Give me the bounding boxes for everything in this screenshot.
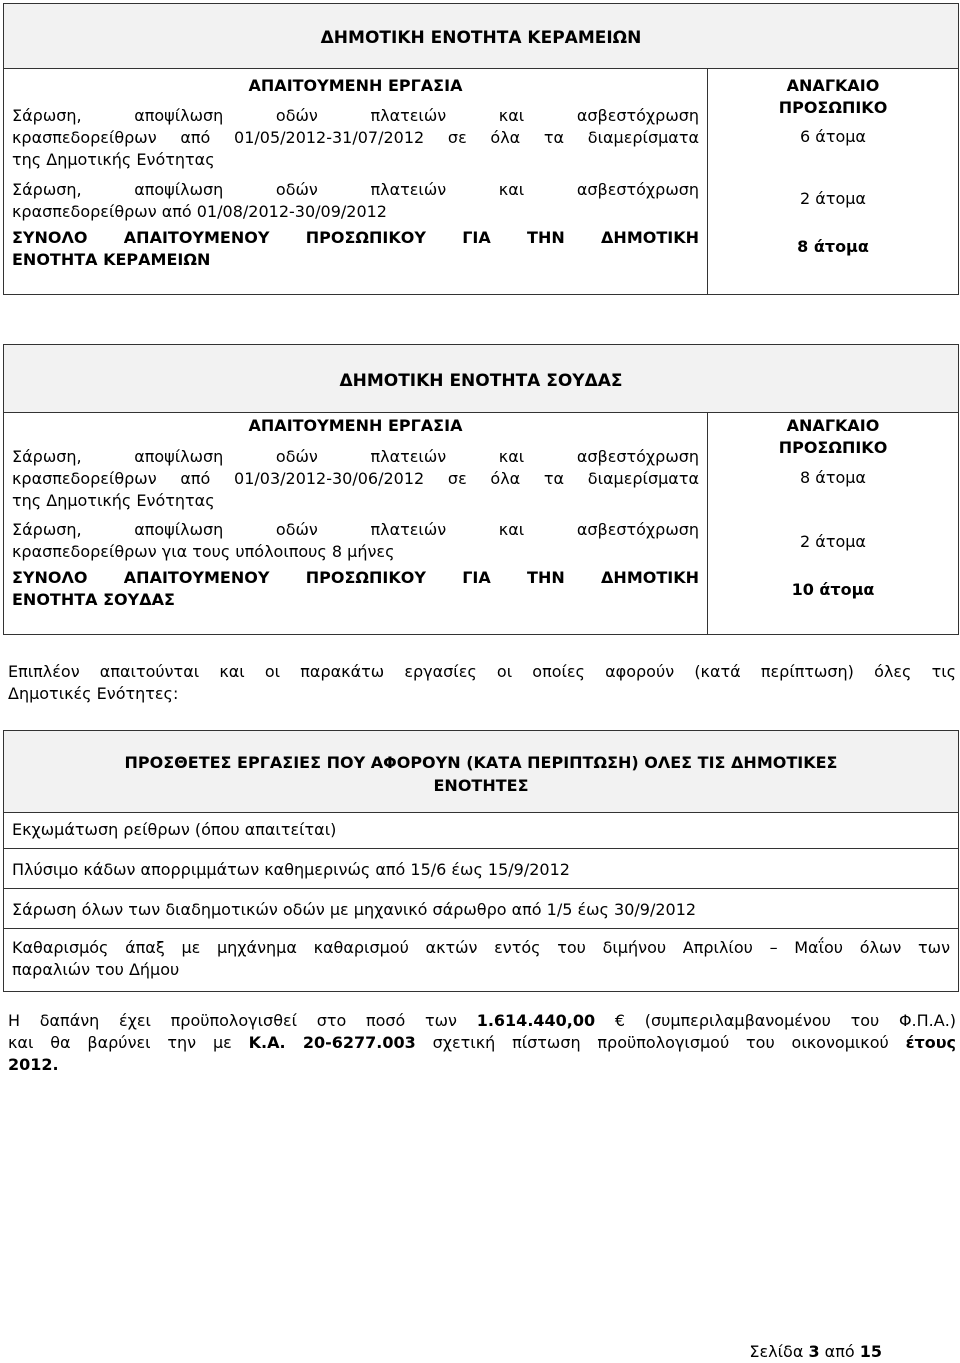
total-row	[12, 227, 699, 271]
row-divider	[4, 888, 958, 889]
row-text: κρασπεδορείθρων για τους υπόλοιπους 8 μήνες	[12, 542, 395, 561]
euro-symbol: €	[614, 1011, 626, 1030]
budget-amount: 1.614.440,00	[476, 1011, 596, 1030]
item-text: παραλιών του Δήμου	[12, 960, 180, 979]
row-text: Σάρωση, αποψίλωση οδών πλατειών και ασβεστόχρωση	[12, 447, 699, 466]
footer-text: Σελίδα	[749, 1342, 809, 1361]
additional-works-title	[4, 731, 958, 813]
work-header: ΑΠΑΙΤΟΥΜΕΝΗ ΕΡΓΑΣΙΑ	[248, 416, 463, 435]
row-text: κρασπεδορείθρων από 01/03/2012-30/06/2012 σε όλα τα διαμερίσματα	[12, 469, 699, 488]
page-number: 3	[808, 1342, 820, 1361]
budget-year: 2012.	[8, 1055, 59, 1074]
budget-text: και θα βαρύνει την με	[8, 1033, 249, 1052]
staff-header: ΠΡΟΣΩΠΙΚΟ	[778, 438, 888, 457]
row-divider	[4, 928, 958, 929]
budget-paragraph	[8, 1010, 956, 1076]
total-text: ΣΥΝΟΛΟ ΑΠΑΙΤΟΥΜΕΝΟΥ ΠΡΟΣΩΠΙΚΟΥ ΓΙΑ ΤΗΝ ΔΗΜΟΤΙΚΗ	[12, 228, 699, 247]
work-row	[12, 179, 699, 223]
total-text: ΕΝΟΤΗΤΑ ΚΕΡΑΜΕΙΩΝ	[12, 250, 211, 269]
budget-text: σχετική πίστωση προϋπολογισμού του οικονομικού	[415, 1033, 906, 1052]
work-row	[12, 446, 699, 512]
work-column	[4, 69, 708, 295]
table-title: ΔΗΜΟΤΙΚΗ ΕΝΟΤΗΤΑ ΣΟΥΔΑΣ	[4, 345, 958, 413]
table-soudas	[3, 344, 959, 635]
page-footer	[749, 1342, 882, 1361]
work-header: ΑΠΑΙΤΟΥΜΕΝΗ ΕΡΓΑΣΙΑ	[248, 76, 463, 95]
table-keramion	[3, 3, 959, 295]
staff-value: 6 άτομα	[800, 127, 866, 146]
title-text: ΠΡΟΣΘΕΤΕΣ ΕΡΓΑΣΙΕΣ ΠΟΥ ΑΦΟΡΟΥΝ (ΚΑΤΑ ΠΕΡΙΠΤΩΣΗ) ΟΛΕΣ ΤΙΣ ΔΗΜΟΤΙΚΕΣ	[124, 753, 838, 772]
staff-value: 8 άτομα	[800, 468, 866, 487]
staff-header: ΑΝΑΓΚΑΙΟ	[786, 416, 880, 435]
staff-column	[708, 69, 958, 295]
budget-year-word: έτους	[905, 1033, 957, 1052]
additional-works-table	[3, 730, 959, 992]
row-text: Σάρωση, αποψίλωση οδών πλατειών και ασβεστόχρωση	[12, 520, 699, 539]
work-item	[12, 937, 950, 981]
total-row	[12, 567, 699, 611]
work-column	[4, 413, 708, 635]
item-text: Καθαρισμός άπαξ με μηχάνημα καθαρισμού ακτών εντός του διμήνου Απριλίου – Μαΐου όλων των	[12, 938, 950, 957]
intro-paragraph	[8, 661, 956, 705]
row-divider	[4, 848, 958, 849]
total-text: ΣΥΝΟΛΟ ΑΠΑΙΤΟΥΜΕΝΟΥ ΠΡΟΣΩΠΙΚΟΥ ΓΙΑ ΤΗΝ ΔΗΜΟΤΙΚΗ	[12, 568, 699, 587]
staff-header: ΠΡΟΣΩΠΙΚΟ	[778, 98, 888, 117]
total-text: ΕΝΟΤΗΤΑ ΣΟΥΔΑΣ	[12, 590, 175, 609]
row-text: κρασπεδορείθρων από 01/05/2012-31/07/2012 σε όλα τα διαμερίσματα	[12, 128, 699, 147]
row-text: της Δημοτικής Ενότητας	[12, 491, 215, 510]
work-row	[12, 105, 699, 171]
budget-code: Κ.Α. 20-6277.003	[248, 1033, 416, 1052]
work-item: Σάρωση όλων των διαδημοτικών οδών με μηχανικό σάρωθρο από 1/5 έως 30/9/2012	[12, 900, 697, 919]
intro-text: Επιπλέον απαιτούνται και οι παρακάτω εργασίες οι οποίες αφορούν (κατά περίπτωση) όλες τις	[8, 662, 956, 681]
row-text: της Δημοτικής Ενότητας	[12, 150, 215, 169]
footer-text: από	[819, 1342, 860, 1361]
table-title: ΔΗΜΟΤΙΚΗ ΕΝΟΤΗΤΑ ΚΕΡΑΜΕΙΩΝ	[4, 4, 958, 69]
staff-column	[708, 413, 958, 635]
staff-total: 10 άτομα	[791, 580, 875, 599]
row-text: Σάρωση, αποψίλωση οδών πλατειών και ασβεστόχρωση	[12, 106, 699, 125]
staff-value: 2 άτομα	[800, 189, 866, 208]
budget-text: (συμπεριλαμβανομένου του Φ.Π.Α.)	[625, 1011, 957, 1030]
row-text: κρασπεδορείθρων από 01/08/2012-30/09/2012	[12, 202, 387, 221]
staff-header: ΑΝΑΓΚΑΙΟ	[786, 76, 880, 95]
staff-total: 8 άτομα	[797, 237, 869, 256]
work-item: Πλύσιμο κάδων απορριμμάτων καθημερινώς από 15/6 έως 15/9/2012	[12, 860, 570, 879]
work-row	[12, 519, 699, 563]
title-text: ΕΝΟΤΗΤΕΣ	[433, 776, 529, 795]
page-total: 15	[859, 1342, 882, 1361]
work-item: Εκχωμάτωση ρείθρων (όπου απαιτείται)	[12, 820, 337, 839]
staff-value: 2 άτομα	[800, 532, 866, 551]
row-text: Σάρωση, αποψίλωση οδών πλατειών και ασβεστόχρωση	[12, 180, 699, 199]
budget-text: Η δαπάνη έχει προϋπολογισθεί στο ποσό των	[8, 1011, 477, 1030]
intro-text: Δημοτικές Ενότητες:	[8, 684, 179, 703]
